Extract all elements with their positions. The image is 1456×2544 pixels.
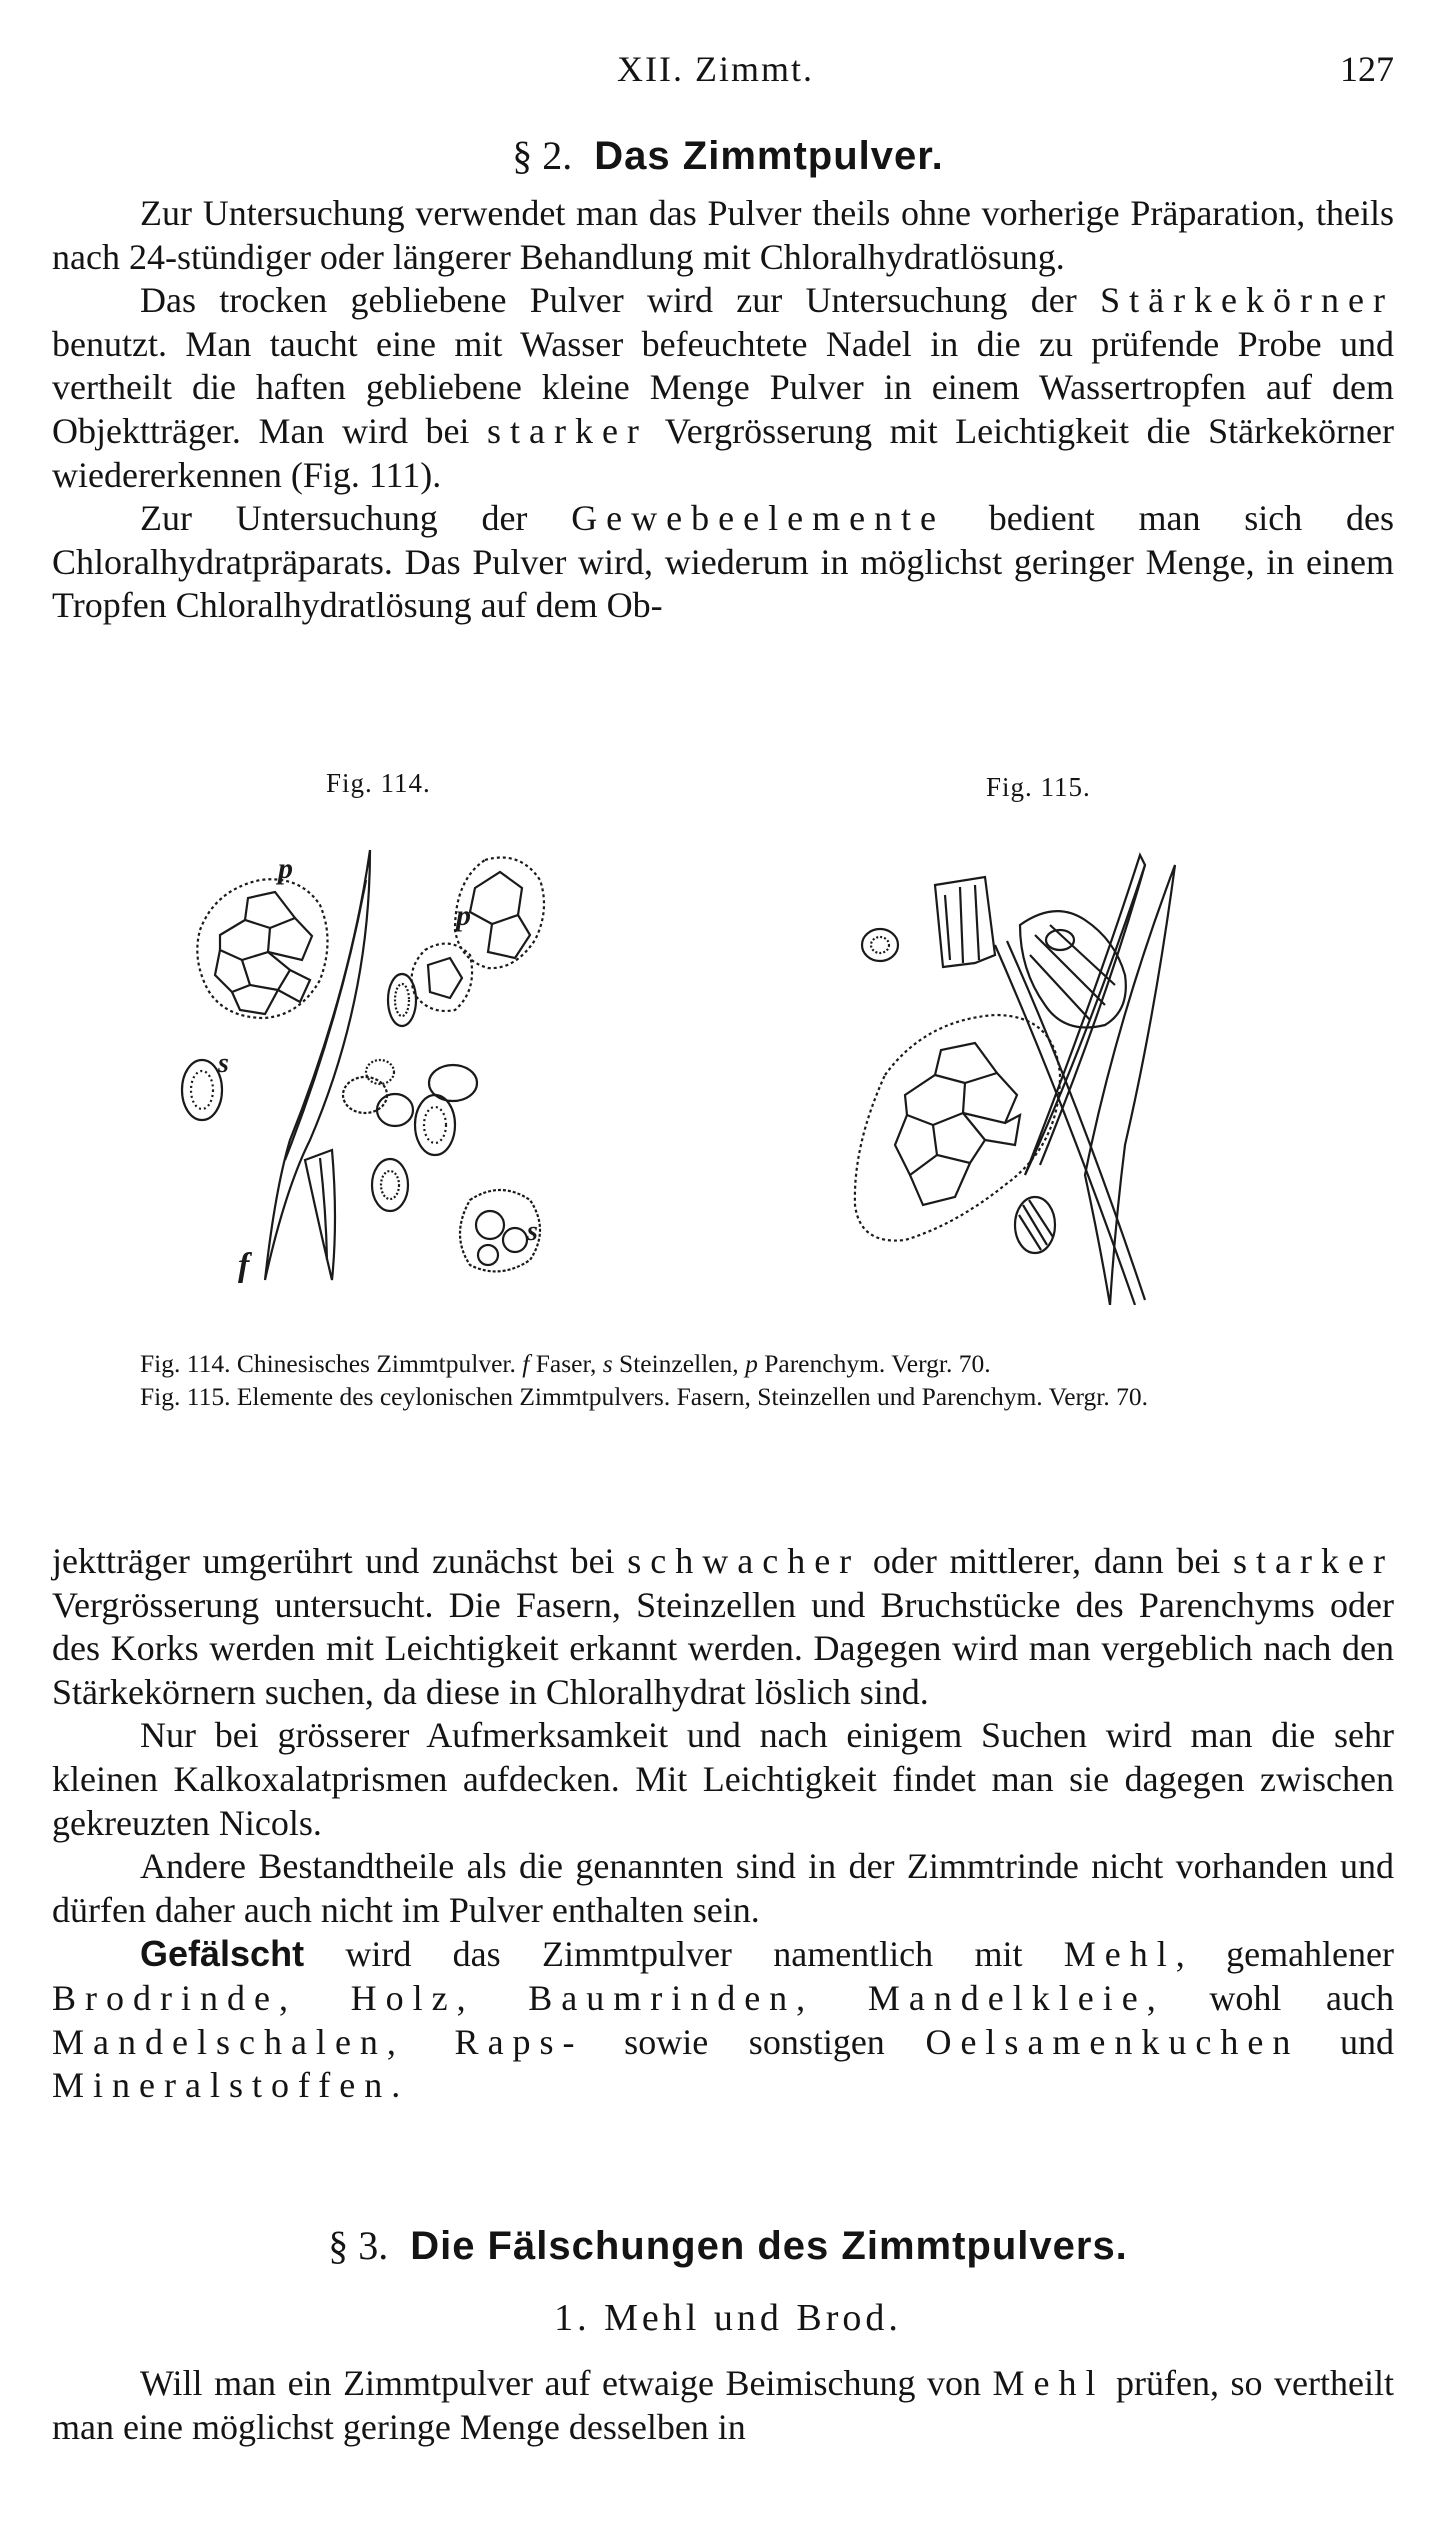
spaced-term: Gewebeelemente: [571, 498, 946, 539]
stone-cell: [415, 1095, 455, 1155]
label-s: s: [218, 1048, 229, 1079]
section-title: Das Zimmtpulver.: [594, 134, 944, 178]
caption-fig-115: Fig. 115. Elemente des ceylonischen Zimmtpulvers. Fasern, Steinzellen und Parenchym. Vergr. 70.: [140, 1382, 1148, 1411]
figure-115-label: Fig. 115.: [986, 772, 1091, 802]
paragraph: Nur bei grösserer Aufmerksamkeit und nach einigem Suchen wird man die sehr kleinen Kalkoxalatprismen aufdecken. Mit Leichtigkeit findet man sie dagegen zwischen gekreuzten Nicols.: [52, 1715, 1394, 1843]
spaced-term: starker: [1233, 1541, 1394, 1581]
paragraph: jektträger umgerührt und zunächst bei schwacher oder mittlerer, dann bei starker Vergrösserung untersucht. Die Fasern, Steinzellen und Bruchstücke des Parenchyms oder des Korks werden mit Leichtigkeit erkannt werden. Dagegen wird man vergeblich nach den Stärkekörnern suchen, da diese in Chloralhydrat löslich sind.: [52, 1541, 1394, 1712]
label-s: s: [527, 1216, 538, 1247]
paragraph: Will man ein Zimmtpulver auf etwaige Beimischung von Mehl prüfen, so vertheilt man eine möglichst geringe Menge desselben in: [52, 2363, 1395, 2447]
spaced-term: starker: [486, 410, 648, 451]
fiber: [995, 941, 1145, 1305]
label-p: p: [278, 852, 293, 885]
spaced-term: Stärkekörner: [1100, 280, 1394, 321]
fiber: [305, 1150, 335, 1280]
paragraph: Andere Bestandtheile als die genannten sind in der Zimmtrinde nicht vorhanden und dürfen daher auch nicht im Pulver enthalten sein.: [52, 1846, 1394, 1930]
text-block-top: [52, 192, 1394, 628]
figure-115-illustration: [845, 845, 1285, 1305]
fiber: [1025, 855, 1145, 1175]
subsection-heading: 1. Mehl und Brod.: [554, 2297, 902, 2339]
section-title: Die Fälschungen des Zimmtpulvers.: [410, 2224, 1128, 2268]
figure-114-label: Fig. 114.: [326, 768, 431, 798]
figure-114-illustration: [170, 840, 610, 1310]
emphasized-term: Gefälscht: [140, 1933, 305, 1975]
paragraph: Zur Untersuchung der Gewebeelemente bedient man sich des Chloralhydratpräparats. Das Pulver wird, wiederum in möglichst geringer Menge, in einem Tropfen Chloralhydratlösung auf dem Ob-: [52, 498, 1395, 626]
label-f: f: [238, 1247, 250, 1284]
spaced-term: schwacher: [627, 1541, 861, 1581]
running-title: XII. Zimmt.: [617, 49, 814, 89]
figure-captions: [52, 1347, 1394, 1413]
cork-fragment: [935, 877, 995, 967]
stone-cell: [182, 1060, 222, 1120]
text-block-middle: [52, 1540, 1394, 2108]
parenchyma-mass: [855, 1015, 1060, 1241]
text-block-bottom: [52, 2362, 1394, 2449]
stone-cell: [388, 974, 416, 1026]
spaced-term: Mehl: [992, 2363, 1105, 2403]
label-p: p: [456, 899, 471, 932]
section-2-heading: [0, 132, 1456, 179]
page-number: 127: [1340, 49, 1394, 89]
parenchyma-cell: [343, 1077, 387, 1113]
stone-cell: [862, 929, 898, 961]
section-3-heading: [0, 2222, 1456, 2269]
section-number: § 3.: [328, 2223, 389, 2268]
caption-fig-114: Fig. 114. Chinesisches Zimmtpulver. f Faser, s Steinzellen, p Parenchym. Vergr. 70.: [140, 1349, 991, 1378]
paragraph: Das trocken gebliebene Pulver wird zur Untersuchung der Stärkekörner benutzt. Man taucht eine mit Wasser befeuchtete Nadel in die zu prüfende Probe und vertheilt die haften gebliebene kleine Menge Pulver in einem Wassertropfen auf dem Objektträger. Man wird bei starker Vergrösserung mit Leichtigkeit die Stärkekörner wiedererkennen (Fig. 111).: [52, 280, 1395, 495]
paragraph: Zur Untersuchung verwendet man das Pulver theils ohne vorherige Präparation, theils nach 24-stündiger oder längerer Behandlung mit Chloralhydratlösung.: [52, 193, 1394, 277]
page-header: [52, 48, 1394, 98]
section-number: § 2.: [512, 133, 573, 178]
parenchyma-cluster: [412, 858, 544, 1012]
parenchyma-cluster: [197, 879, 327, 1018]
paragraph: Gefälscht wird das Zimmtpulver namentlich mit Mehl, gemahlener Brodrinde, Holz, Baumrinden, Mandelkleie, wohl auch Mandelschalen, Raps- sowie sonstigen Oelsamenkuchen und Mineralstoffen.: [52, 1933, 1394, 2106]
